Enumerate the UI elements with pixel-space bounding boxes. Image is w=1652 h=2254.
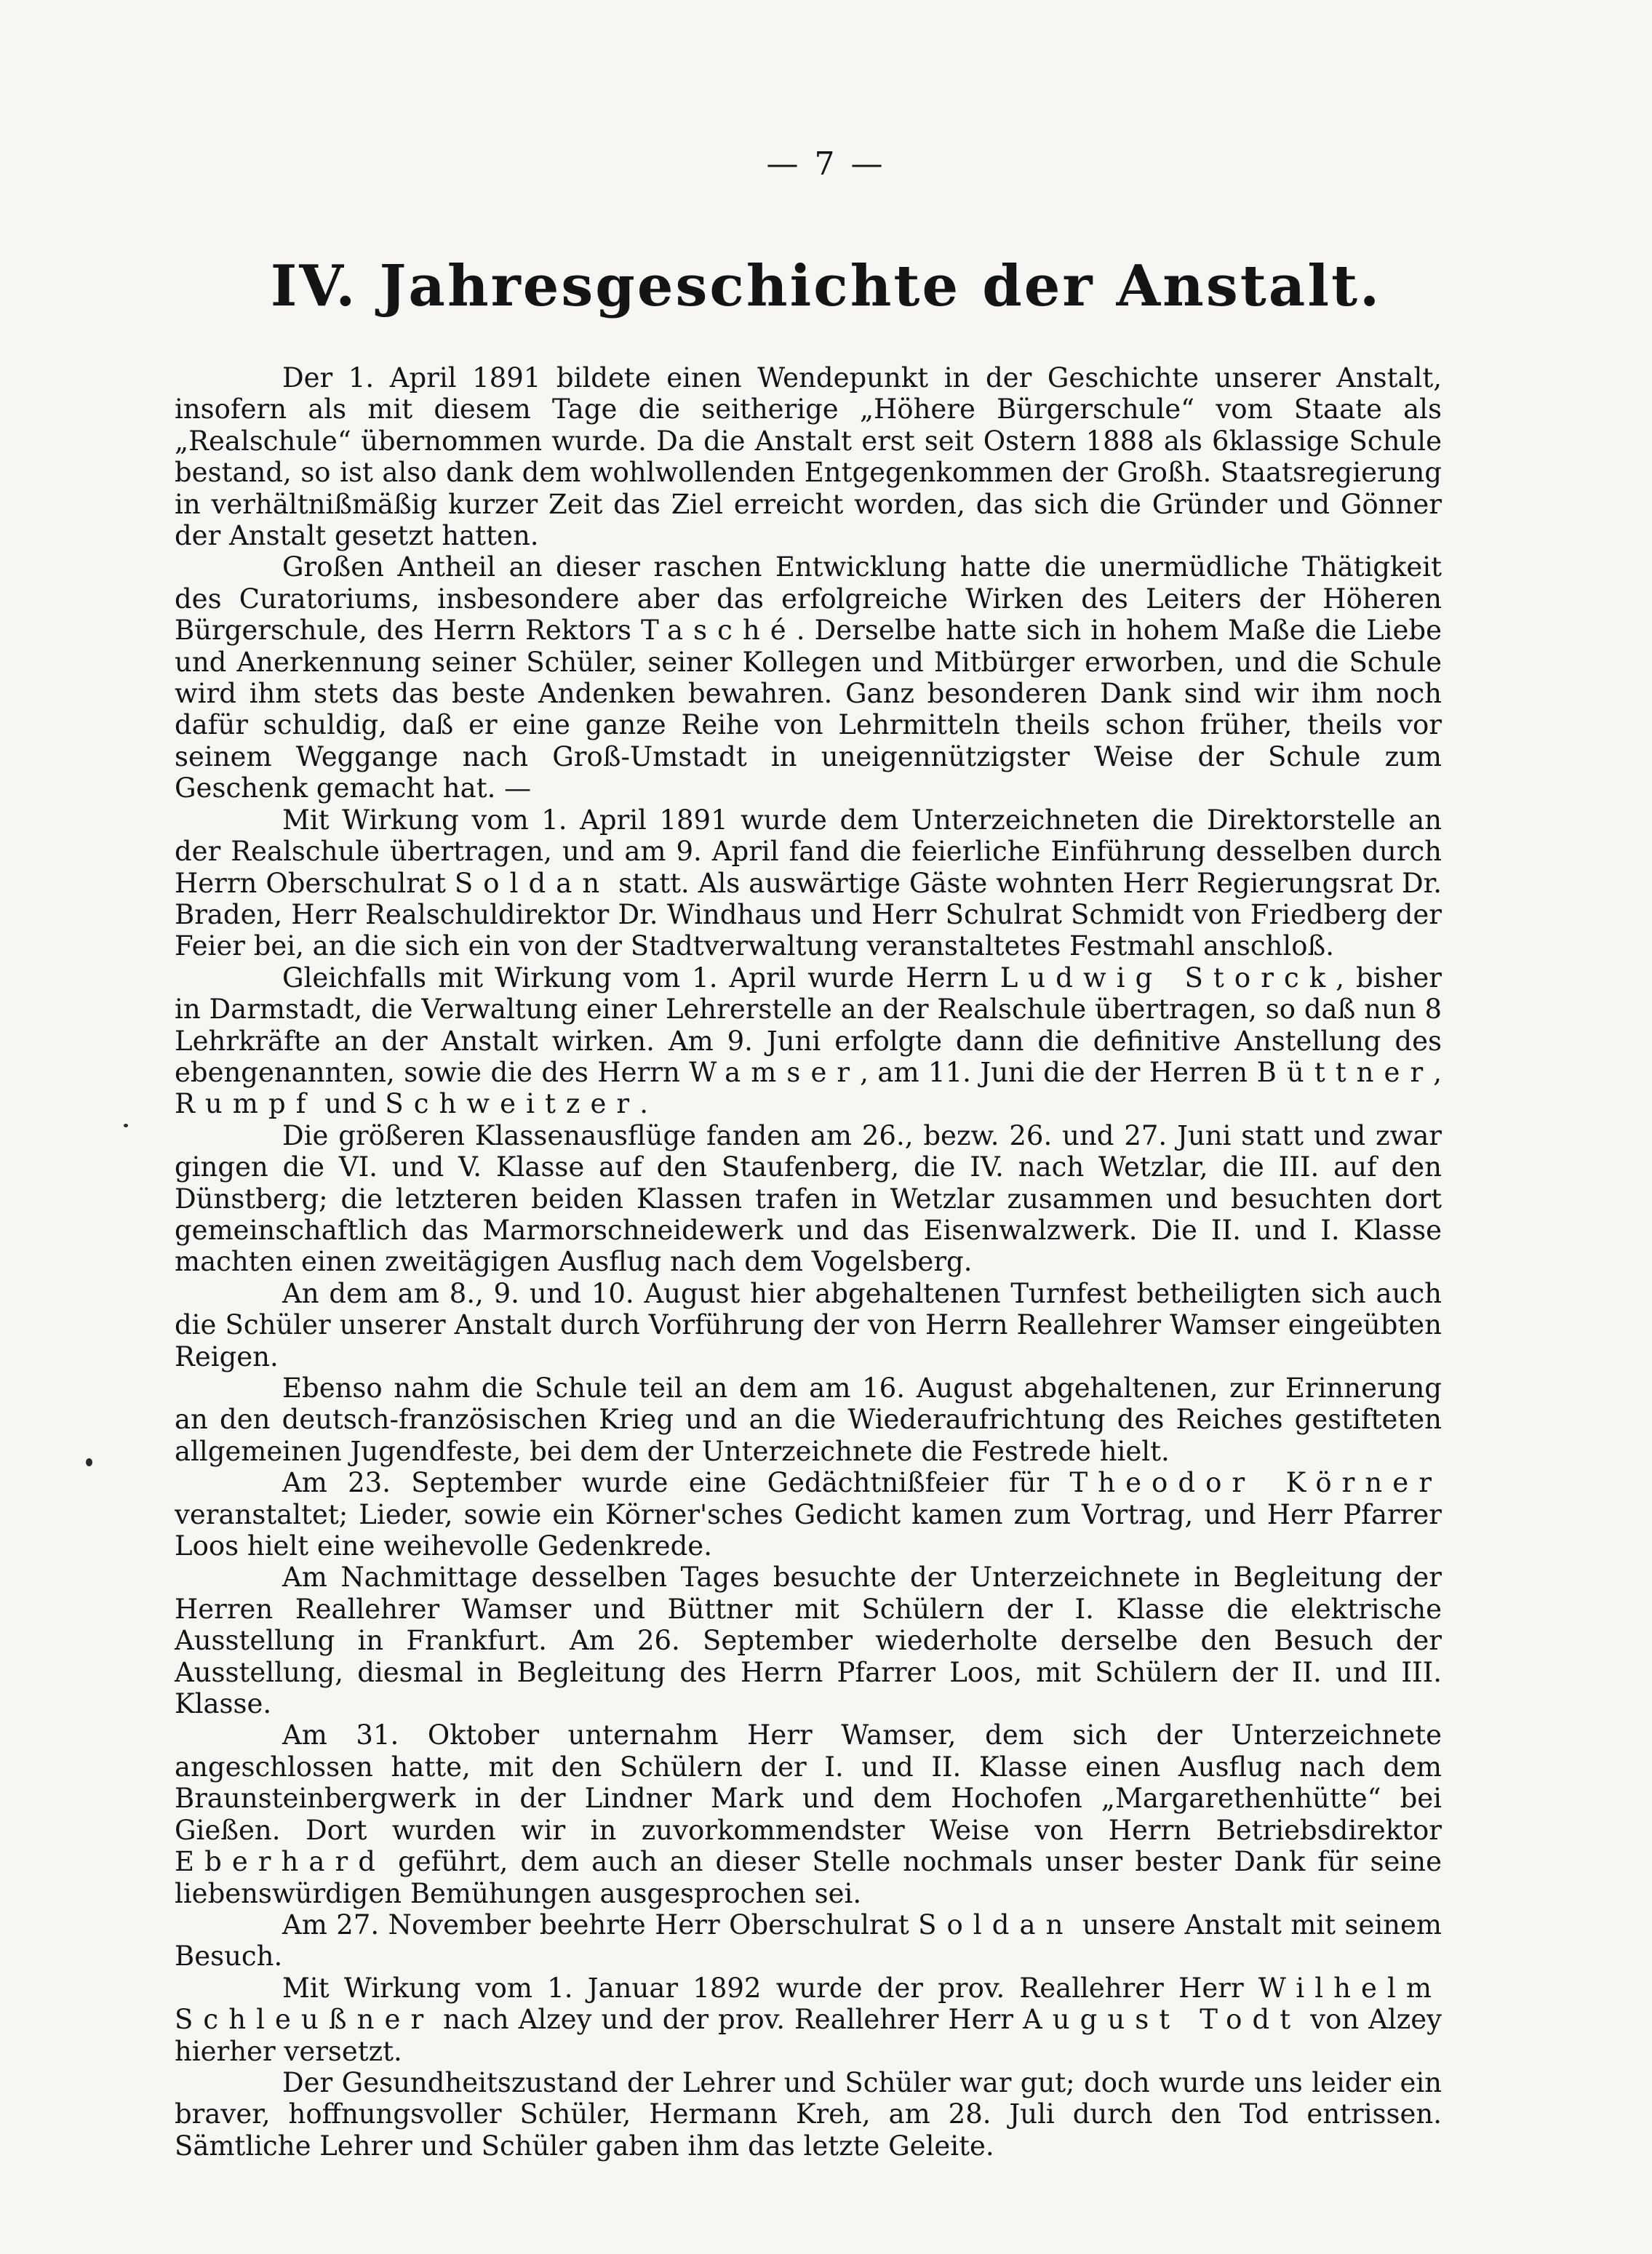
spaced-name: Wamser — [689, 1056, 861, 1088]
spaced-name: Wilhelm Schleußner — [175, 1972, 1442, 2036]
text-segment: Der 1. April 1891 bildete einen Wendepunkt in der Geschichte unserer Anstalt, insofern als mit diesem Tage die seitherige „Höhere Bürgerschule“ vom Staate als „Realschule“ übernommen wurde. Da die Anstalt erst seit Ostern 1888 als 6klassige Schule bestand, so ist also dank dem wohlwollenden Entgegenkommen der Großh. Staatsregierung in verhältnißmäßig kurzer Zeit das Ziel erreicht worden, das sich die Gründer und Gönner der Anstalt gesetzt hatten. — [175, 362, 1442, 552]
paragraph — [175, 804, 1442, 962]
text-segment: Der Gesundheitszustand der Lehrer und Schüler war gut; doch wurde uns leider ein braver, hoffnungsvoller Schüler, Hermann Kreh, am 28. Juli durch den Tod entrissen. Sämtliche Lehrer und Schüler gaben ihm das letzte Geleite. — [175, 2066, 1442, 2162]
paragraph — [175, 962, 1442, 1120]
spaced-name: August Todt — [1022, 2004, 1301, 2036]
text-segment: Am 27. November beehrte Herr Oberschulrat — [282, 1909, 919, 1941]
paragraph — [175, 1372, 1442, 1467]
page-number: — 7 — — [766, 145, 886, 183]
paragraph — [175, 362, 1442, 551]
text-segment: Am Nachmittage desselben Tages besuchte der Unterzeichnete in Begleitung der Herren Reallehrer Wamser und Büttner mit Schülern der I. Klasse die elektrische Ausstellung in Frankfurt. Am 26. September wiederholte derselbe den Besuch der Ausstellung, diesmal in Begleitung des Herrn Pfarrer Loos, mit Schülern der II. und III. Klasse. — [175, 1562, 1442, 1720]
text-segment: , bisher in Darmstadt, die Verwaltung einer Lehrerstelle an der Realschule übertragen, so daß nun 8 Lehrkräfte an der Anstalt wirken. Am 9. Juni erfolgte dann die definitive Anstellung des ebengenannten, sowie die des Herrn — [175, 962, 1442, 1088]
paragraph — [175, 1467, 1442, 1562]
paragraph — [175, 1973, 1442, 2067]
spaced-name: Eberhard — [175, 1846, 386, 1878]
text-segment: von Alzey hierher versetzt. — [175, 2004, 1442, 2067]
text-segment: Gleichfalls mit Wirkung vom 1. April wurde Herrn — [282, 962, 1000, 994]
text-segment: geführt, dem auch an dieser Stelle nochmals unser bester Dank für seine liebenswürdigen Bemühungen ausgesprochen sei. — [175, 1846, 1442, 1909]
spaced-name: Theodor Körner — [1069, 1467, 1442, 1499]
text-segment: veranstaltet; Lieder, sowie ein Körner'sches Gedicht kamen zum Vortrag, und Herr Pfarrer Loos hielt eine weihevolle Gedenkrede. — [175, 1498, 1442, 1562]
text-segment: Mit Wirkung vom 1. April 1891 wurde dem Unterzeichneten die Direktorstelle an der Realschule übertragen, und am 9. April fand die feierliche Einführung desselben durch Herrn Oberschulrat — [175, 804, 1442, 899]
spaced-name: Ludwig Storck — [999, 962, 1336, 994]
paragraph — [175, 2067, 1442, 2162]
text-segment: statt. Als auswärtige Gäste wohnten Herr Regierungsrat Dr. Braden, Herr Realschuldirektor Dr. Windhaus und Herr Schulrat Schmidt von Friedberg der Feier bei, an die sich ein von der Stadtverwaltung veranstaltetes Festmahl anschloß. — [175, 867, 1442, 962]
text-segment: und — [316, 1088, 386, 1120]
text-segment: . Derselbe hatte sich in hohem Maße die Liebe und Anerkennung seiner Schüler, seiner Kollegen und Mitbürger erworben, und die Schule wird ihm stets das beste Andenken bewahren. Ganz besonderen Dank sind wir ihm noch dafür schuldig, daß er eine ganze Reihe von Lehrmitteln theils schon früher, theils vor seinem Weggange nach Groß-Umstadt in uneigennützigster Weise der Schule zum Geschenk gemacht hat. — — [175, 615, 1442, 804]
text-segment: Die größeren Klassenausflüge fanden am 26., bezw. 26. und 27. Juni statt und zwar gingen die VI. und V. Klasse auf den Staufenberg, die IV. nach Wetzlar, die III. auf den Dünstberg; die letzteren beiden Klassen trafen in Wetzlar zusammen und besuchten dort gemeinschaftlich das Marmorschneidewerk und das Eisenwalzwerk. Die II. und I. Klasse machten einen zweitägigen Ausflug nach dem Vogelsberg. — [175, 1119, 1442, 1278]
spaced-name: Büttner — [1256, 1056, 1434, 1088]
spaced-name: Soldan — [918, 1909, 1074, 1941]
paragraph — [175, 1278, 1442, 1372]
paragraph — [175, 1909, 1442, 1973]
spaced-name: Soldan — [454, 867, 610, 899]
text-segment: unsere Anstalt mit seinem Besuch. — [175, 1909, 1442, 1973]
spaced-name: Rumpf — [175, 1088, 316, 1120]
text-segment: Großen Antheil an dieser raschen Entwicklung hatte die unermüdliche Thätigkeit des Curatoriums, insbesondere aber das erfolgreiche Wirken des Leiters der Höheren Bürgerschule, des Herrn Rektors — [175, 551, 1442, 647]
section-heading: IV. Jahresgeschichte der Anstalt. — [270, 253, 1382, 319]
paragraph — [175, 1719, 1442, 1909]
paragraph — [175, 1120, 1442, 1278]
text-segment: , — [1433, 1056, 1442, 1088]
text-segment: , am 11. Juni die der Herren — [860, 1056, 1257, 1088]
print-speck — [124, 1124, 128, 1127]
paragraph — [175, 1562, 1442, 1719]
print-speck — [86, 1458, 92, 1466]
paragraph — [175, 551, 1442, 804]
spaced-name: Schweitzer — [385, 1088, 640, 1120]
text-segment: . — [639, 1088, 648, 1120]
text-segment: Ebenso nahm die Schule teil an dem am 16. August abgehaltenen, zur Erinnerung an den deutsch-französischen Krieg und an die Wiederaufrichtung des Reiches gestifteten allgemeinen Jugendfeste, bei dem der Unterzeichnete die Festrede hielt. — [175, 1372, 1442, 1467]
body-text — [175, 362, 1442, 2162]
text-segment: Am 31. Oktober unternahm Herr Wamser, dem sich der Unterzeichnete angeschlossen hatte, mit den Schülern der I. und II. Klasse einen Ausflug nach dem Braunsteinbergwerk in der Lindner Mark und dem Hochofen „Margarethenhütte“ bei Gießen. Dort wurden wir in zuvorkommendster Weise von Herrn Betriebsdirektor — [175, 1719, 1442, 1846]
text-segment: An dem am 8., 9. und 10. August hier abgehaltenen Turnfest betheiligten sich auch die Schüler unserer Anstalt durch Vorführung der von Herrn Reallehrer Wamser eingeübten Reigen. — [175, 1277, 1442, 1372]
spaced-name: Tasché — [641, 615, 797, 647]
text-segment: Am 23. September wurde eine Gedächtnißfeier für — [282, 1467, 1070, 1499]
text-segment: Mit Wirkung vom 1. Januar 1892 wurde der prov. Reallehrer Herr — [282, 1972, 1258, 2004]
text-segment: nach Alzey und der prov. Reallehrer Herr — [434, 2004, 1023, 2036]
